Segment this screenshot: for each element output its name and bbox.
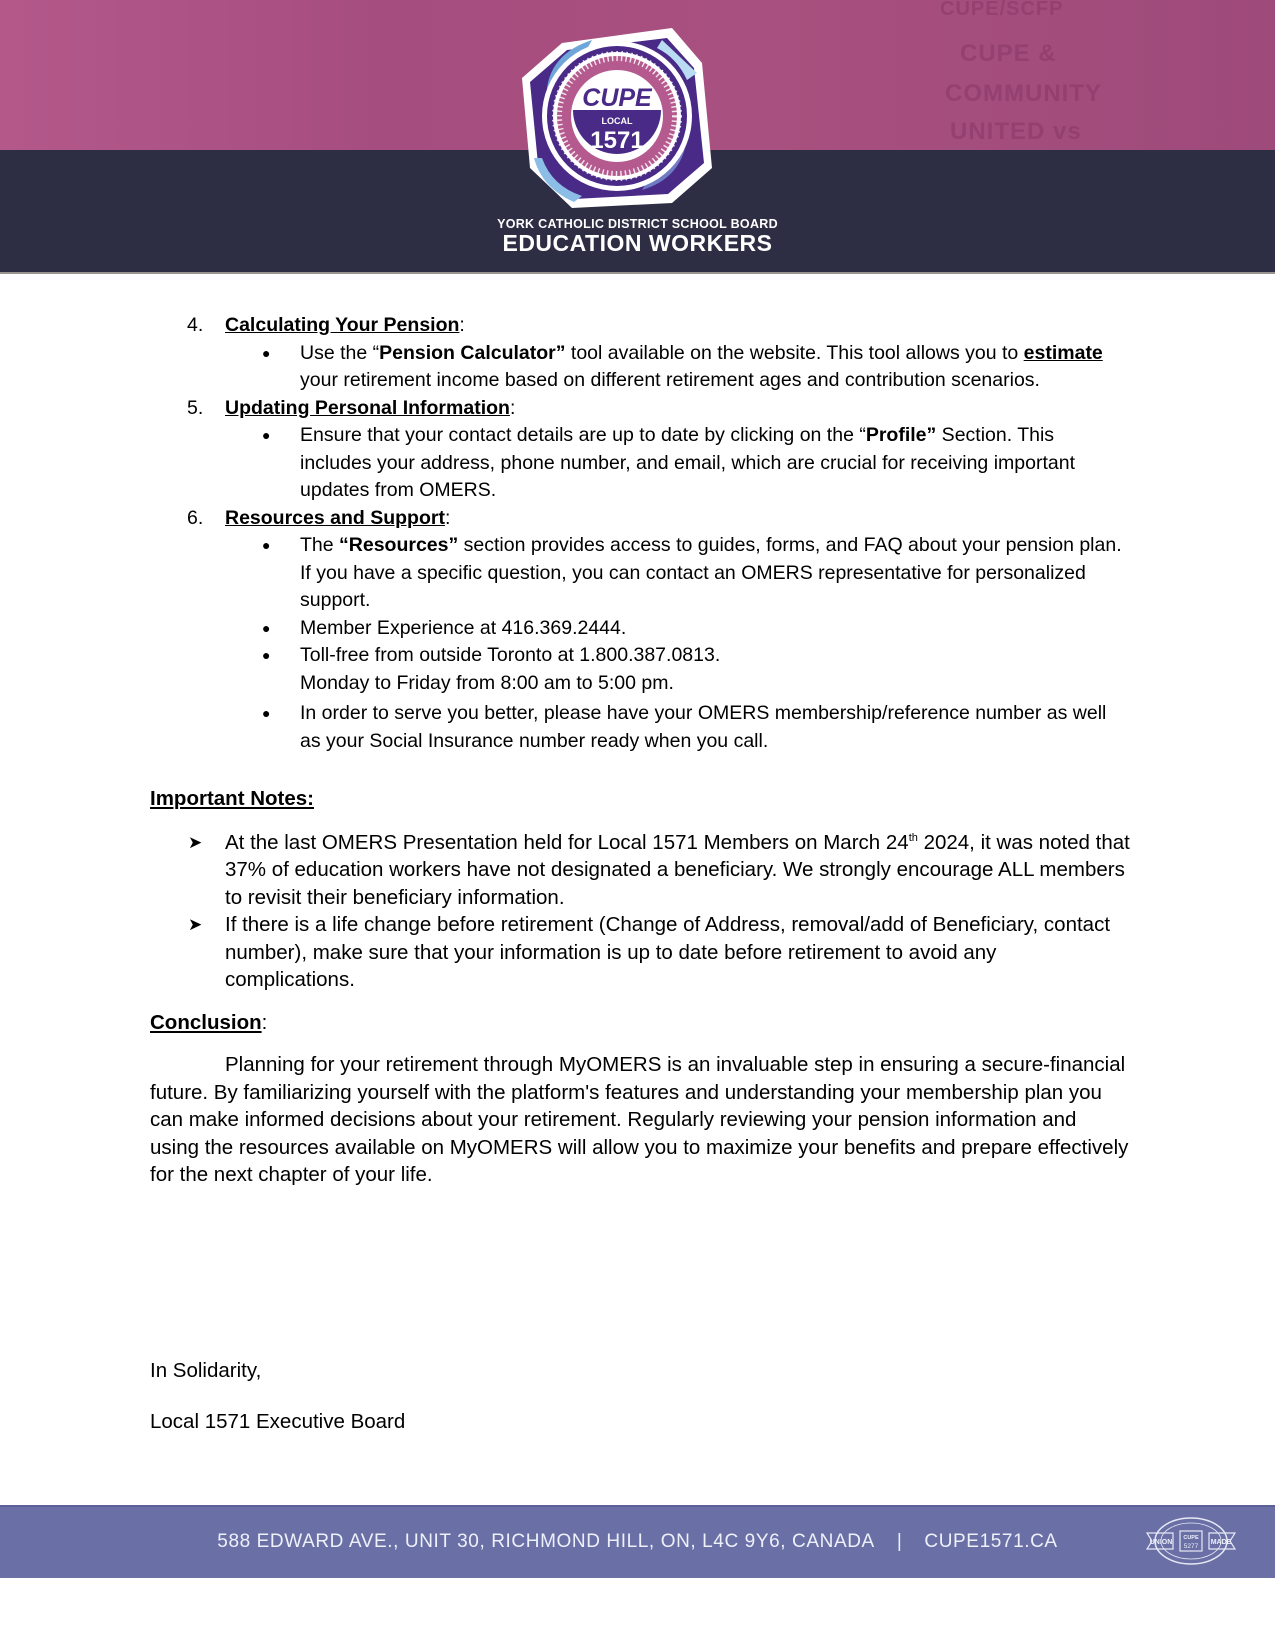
bullet-icon: ● bbox=[262, 427, 271, 443]
arrow-bullet-icon: ➤ bbox=[188, 915, 203, 934]
bold-text: Pension Calculator” bbox=[379, 341, 566, 364]
footer-website-link[interactable]: CUPE1571.CA bbox=[924, 1531, 1058, 1552]
text: section provides access to guides, forms, and FAQ about your pension plan. If you have a specific question, you can contact an OMERS representative for personalized support. bbox=[300, 534, 1122, 611]
arrow-bullet-icon: ➤ bbox=[188, 832, 203, 852]
footer-divider bbox=[0, 1505, 1275, 1507]
badge-center-top-text: CUPE bbox=[1183, 1535, 1199, 1541]
item-title: Calculating Your Pension bbox=[225, 314, 460, 336]
text: If there is a life change before retirement (Change of Address, removal/add of Beneficiary, contact number), make sure that your information is up to date before retirement to avoid any complications. bbox=[225, 913, 1111, 991]
text: tool available on the website. This tool allows you to bbox=[565, 341, 1024, 364]
signoff-signature: Local 1571 Executive Board bbox=[150, 1410, 406, 1433]
emphasis-text: estimate bbox=[1023, 341, 1103, 364]
bullet-list bbox=[150, 340, 1130, 395]
conclusion-heading-row bbox=[150, 1009, 1130, 1037]
list-item bbox=[150, 340, 1130, 395]
list-item bbox=[150, 829, 1130, 912]
logo-local-label: LOCAL bbox=[601, 116, 633, 126]
background-sign-text: CUPE & bbox=[960, 40, 1057, 67]
item-number: 4. bbox=[187, 314, 204, 336]
notes-list bbox=[150, 829, 1130, 994]
text: The bbox=[300, 534, 340, 556]
conclusion-heading: Conclusion bbox=[150, 1010, 262, 1034]
item-colon: : bbox=[459, 314, 465, 336]
numbered-item-6 bbox=[150, 505, 1130, 533]
item-number: 5. bbox=[187, 396, 204, 419]
signoff-closing: In Solidarity, bbox=[150, 1358, 262, 1382]
numbered-item-4 bbox=[150, 312, 1130, 340]
badge-center-bottom-text: 5277 bbox=[1183, 1543, 1199, 1550]
cupe-logo bbox=[512, 18, 722, 210]
heading-colon: : bbox=[261, 1010, 268, 1034]
item-colon: : bbox=[509, 396, 516, 419]
document-body bbox=[150, 312, 1130, 1436]
text: your retirement income based on different retirement ages and contribution scenarios. bbox=[300, 369, 1040, 391]
bullet-icon: ● bbox=[262, 647, 271, 663]
list-item bbox=[150, 700, 1130, 755]
superscript: th bbox=[908, 831, 918, 844]
footer-separator: | bbox=[896, 1531, 903, 1552]
list-item bbox=[150, 422, 1130, 505]
bullet-list bbox=[150, 532, 1130, 755]
badge-right-text: MADE bbox=[1210, 1539, 1232, 1546]
bullet-list bbox=[150, 422, 1130, 505]
union-made-badge-icon bbox=[1143, 1515, 1239, 1567]
logo-local-number: 1571 bbox=[590, 127, 644, 154]
bold-text: “Resources” bbox=[339, 534, 459, 556]
list-item bbox=[150, 642, 1130, 697]
header-title: EDUCATION WORKERS bbox=[502, 230, 773, 256]
conclusion-paragraph: Planning for your retirement through MyOMERS is an invaluable step in ensuring a secure-financial future. By familiarizing yourself with the platform's features and understanding your membership plan you can make informed decisions about your retirement. Regularly reviewing your pension information and using the resources available on MyOMERS will allow you to maximize your benefits and prepare effectively for the next chapter of your life. bbox=[150, 1053, 1129, 1186]
item-colon: : bbox=[444, 506, 451, 529]
footer-address: 588 EDWARD AVE., UNIT 30, RICHMOND HILL, ON, L4C 9Y6, CANADA bbox=[217, 1531, 875, 1552]
hours-info: Monday to Friday from 8:00 am to 5:00 pm. bbox=[300, 671, 674, 694]
text: 2024, it was noted that 37% of education workers have not designated a beneficiary. We strongly encourage ALL members to revisit their beneficiary information. bbox=[225, 830, 1130, 909]
list-item bbox=[150, 615, 1130, 643]
numbered-item-5 bbox=[150, 395, 1130, 423]
bullet-icon: ● bbox=[262, 619, 271, 636]
text: Ensure that your contact details are up to date by clicking on the “ bbox=[300, 424, 866, 446]
bullet-icon: ● bbox=[262, 537, 271, 553]
text: Section. This includes your address, phone number, and email, which are crucial for receiving important updates from OMERS. bbox=[300, 424, 1075, 501]
list-item bbox=[150, 911, 1130, 994]
bullet-icon: ● bbox=[262, 344, 271, 361]
phone-info: Member Experience at 416.369.2444. bbox=[300, 616, 627, 639]
important-notes-heading: Important Notes: bbox=[150, 787, 314, 810]
bold-text: Profile” bbox=[865, 424, 937, 446]
text: Use the “ bbox=[300, 341, 380, 364]
item-number: 6. bbox=[187, 506, 204, 529]
background-sign-text: COMMUNITY bbox=[945, 80, 1102, 107]
text: At the last OMERS Presentation held for Local 1571 Members on March 24 bbox=[225, 830, 909, 854]
background-sign-text: CUPE/SCFP bbox=[940, 0, 1064, 20]
header-divider bbox=[0, 272, 1275, 274]
text: In order to serve you better, please have your OMERS membership/reference number as well as your Social Insurance number ready when you call. bbox=[300, 702, 1107, 752]
item-title: Resources and Support bbox=[225, 506, 445, 529]
header-subtitle: YORK CATHOLIC DISTRICT SCHOOL BOARD bbox=[497, 217, 778, 231]
bullet-icon: ● bbox=[262, 705, 271, 721]
badge-left-text: UNION bbox=[1149, 1539, 1173, 1546]
phone-info: Toll-free from outside Toronto at 1.800.387.0813. bbox=[300, 644, 721, 666]
footer-contact bbox=[0, 1531, 1275, 1553]
item-title: Updating Personal Information bbox=[225, 396, 510, 419]
background-sign-text: UNITED vs bbox=[950, 118, 1082, 145]
logo-cupe-text: CUPE bbox=[582, 84, 652, 112]
list-item bbox=[150, 532, 1130, 615]
